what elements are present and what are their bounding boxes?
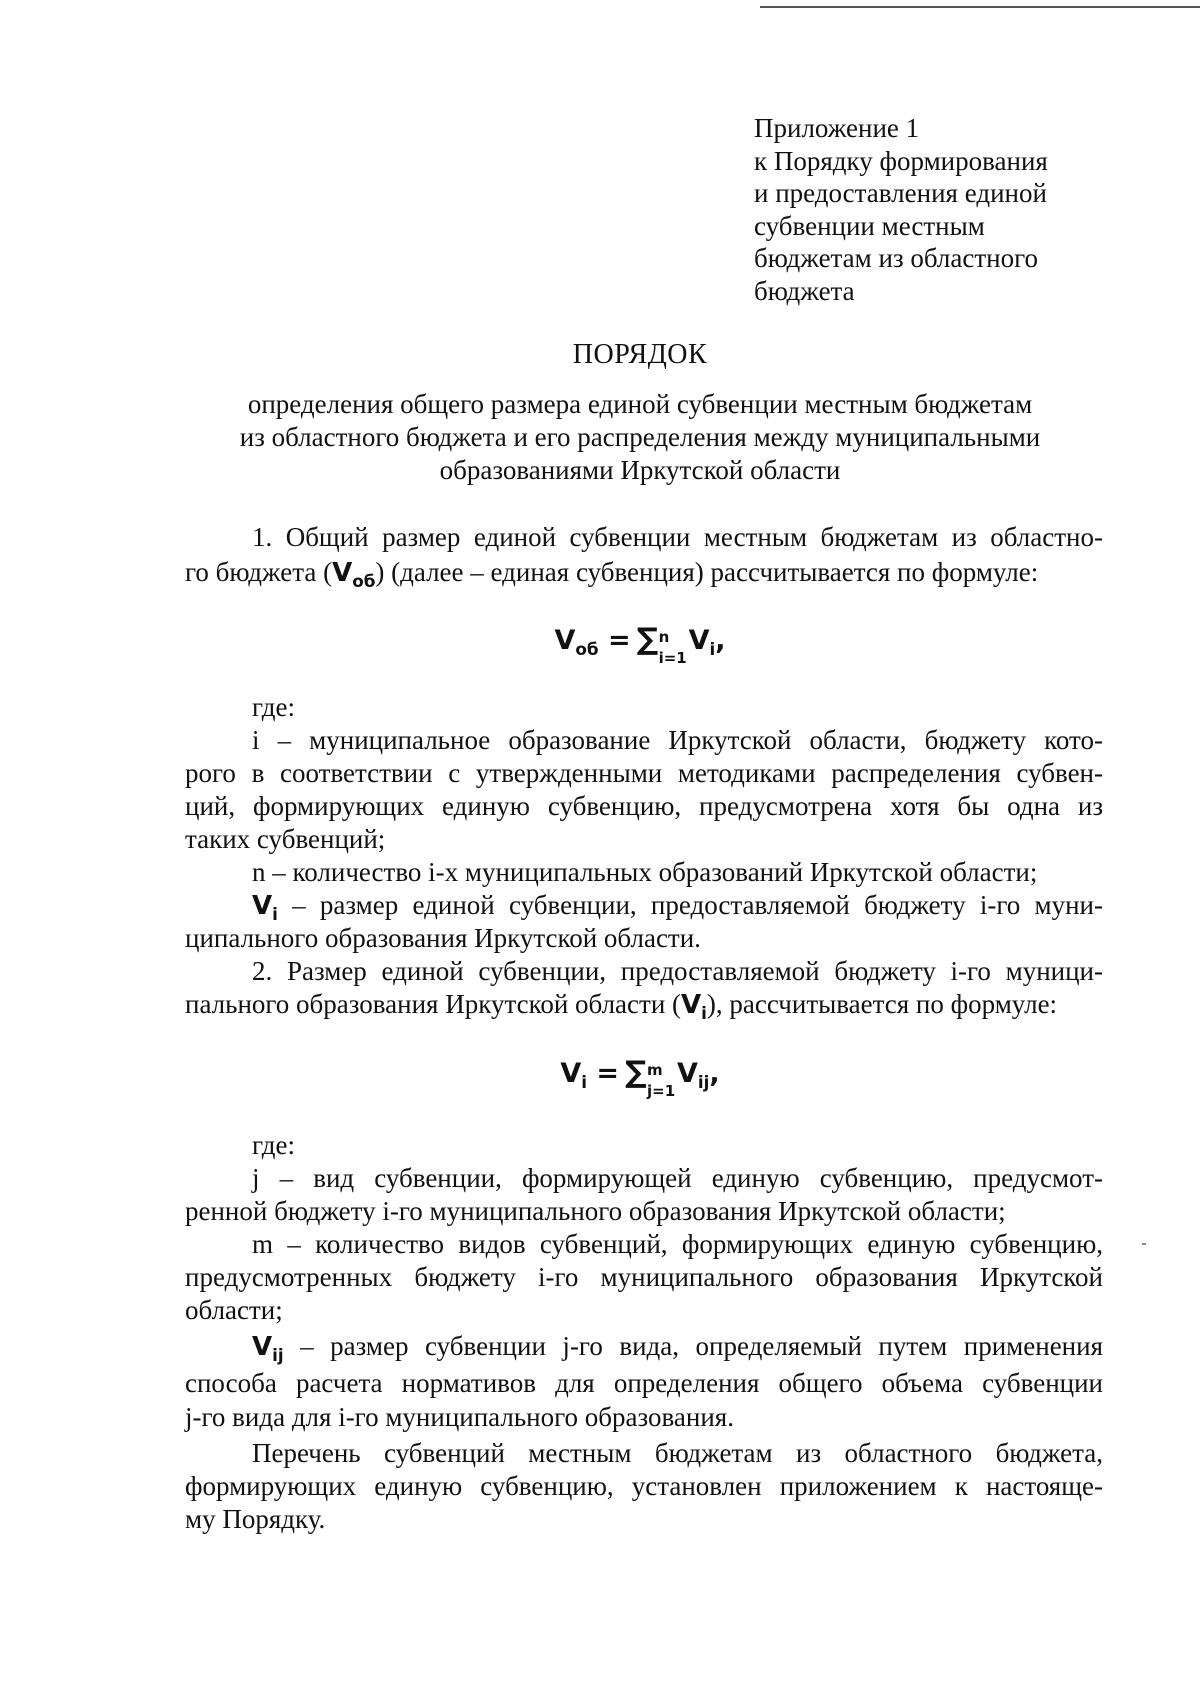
- formula-lhs: V: [560, 1058, 582, 1089]
- paragraph-1-line: 1. Общий размер единой субвенции местным бюджетам из областно-: [252, 522, 1103, 552]
- document-title: ПОРЯДОК: [572, 339, 708, 370]
- list-note-line: му Порядку.: [185, 1504, 326, 1534]
- definition-m-line: m – количество видов субвенций, формирующих единую субвенцию,: [252, 1229, 1103, 1259]
- definition-i-line: i – муниципальное образование Иркутской области, бюджету кото-: [252, 725, 1103, 755]
- text-fragment: – размер единой субвенции, предоставляемой бюджету i-го муни-: [277, 890, 1103, 920]
- symbol-subscript: ij: [272, 1344, 284, 1365]
- list-note-line: Перечень субвенций местным бюджетам из областного бюджета,: [252, 1438, 1103, 1468]
- appendix-line: бюджета: [754, 275, 855, 306]
- formula-equals: =: [596, 1058, 620, 1089]
- definition-vij-line: способа расчета нормативов для определения общего объема субвенции: [185, 1368, 1103, 1398]
- definition-i-line: таких субвенций;: [185, 824, 386, 854]
- list-note-line: формирующих единую субвенцию, установлен приложением к настояще-: [185, 1471, 1103, 1501]
- appendix-line: и предоставления единой: [754, 178, 1047, 208]
- subtitle-line: из областного бюджета и его распределения между муниципальными: [239, 422, 1041, 452]
- where-label: где:: [252, 1130, 295, 1160]
- text-fragment: го бюджета (: [185, 557, 333, 587]
- sum-upper-limit: n: [658, 627, 670, 646]
- text-fragment: ), рассчитывается по формуле:: [706, 989, 1058, 1019]
- definition-m-line: области;: [185, 1295, 283, 1325]
- definition-i-line: ций, формирующих единую субвенцию, предусмотрена хотя бы одна из: [185, 791, 1103, 821]
- sigma-symbol: ∑: [625, 1054, 647, 1090]
- formula-lhs-subscript: об: [575, 638, 599, 659]
- definition-j-line: j – вид субвенции, формирующей единую субвенцию, предусмот-: [252, 1163, 1103, 1193]
- symbol-v: V: [252, 1332, 273, 1362]
- where-label: где:: [252, 692, 295, 722]
- symbol-v: V: [332, 558, 353, 588]
- definition-n: n – количество i-х муниципальных образований Иркутской области;: [252, 857, 1038, 887]
- formula-tail: ,: [709, 1058, 720, 1089]
- top-border-line: [760, 6, 1200, 8]
- sum-upper-limit: m: [647, 1060, 663, 1079]
- sum-operator: [636, 621, 689, 667]
- formula-lhs-subscript: i: [581, 1071, 587, 1092]
- formula-term: V: [688, 625, 710, 656]
- appendix-line: бюджетам из областного: [754, 243, 1039, 273]
- definition-j-line: ренной бюджету i-го муниципального образования Иркутской области;: [185, 1196, 1006, 1226]
- definition-vij-line: [252, 1330, 1103, 1364]
- definition-vij-line: j-го вида для i-го муниципального образования.: [185, 1402, 734, 1432]
- paragraph-1-line: [185, 556, 1103, 590]
- appendix-line: к Порядку формирования: [754, 145, 1048, 176]
- formula-lhs: V: [554, 625, 576, 656]
- scan-speck: [1142, 1243, 1146, 1245]
- appendix-line: Приложение 1: [754, 113, 920, 143]
- definition-m-line: предусмотренных бюджету i-го муниципального образования Иркутской: [185, 1262, 1103, 1292]
- symbol-subscript: i: [701, 1002, 707, 1023]
- symbol-subscript: об: [352, 570, 376, 591]
- document-subtitle: [190, 388, 1090, 487]
- formula-term-subscript: ij: [697, 1071, 710, 1092]
- paragraph-2-line: [185, 988, 1103, 1022]
- sigma-symbol: ∑: [636, 621, 659, 657]
- formula-municipal-subvention: [0, 1054, 1200, 1100]
- formula-equals: =: [607, 625, 631, 656]
- formula-total-subvention: [0, 621, 1200, 667]
- definition-i-line: рого в соответствии с утвержденными методиками распределения субвен-: [185, 758, 1103, 788]
- symbol-subscript: i: [272, 903, 278, 924]
- subtitle-line: образованиями Иркутской области: [439, 455, 841, 485]
- appendix-header: [754, 112, 1174, 307]
- text-fragment: ) (далее – единая субвенция) рассчитывается по формуле:: [375, 557, 1039, 587]
- paragraph-2-line: 2. Размер единой субвенции, предоставляемой бюджету i-го муници-: [252, 956, 1103, 986]
- sum-operator: [625, 1054, 677, 1100]
- definition-vi-line: [252, 889, 1103, 923]
- appendix-line: субвенции местным: [754, 210, 985, 241]
- subtitle-line: определения общего размера единой субвенции местным бюджетам: [247, 389, 1033, 419]
- formula-term: V: [677, 1058, 698, 1089]
- symbol-v: V: [252, 891, 273, 921]
- symbol-v: V: [681, 990, 702, 1020]
- formula-tail: ,: [715, 625, 726, 656]
- text-fragment: – размер субвенции j-го вида, определяемый путем применения: [283, 1331, 1103, 1361]
- text-fragment: пального образования Иркутской области (: [185, 989, 682, 1019]
- definition-vi-line: ципального образования Иркутской области.: [185, 923, 701, 953]
- sum-lower-limit: i=1: [658, 648, 687, 667]
- sum-lower-limit: j=1: [647, 1081, 676, 1100]
- formula-term-subscript: i: [709, 638, 716, 659]
